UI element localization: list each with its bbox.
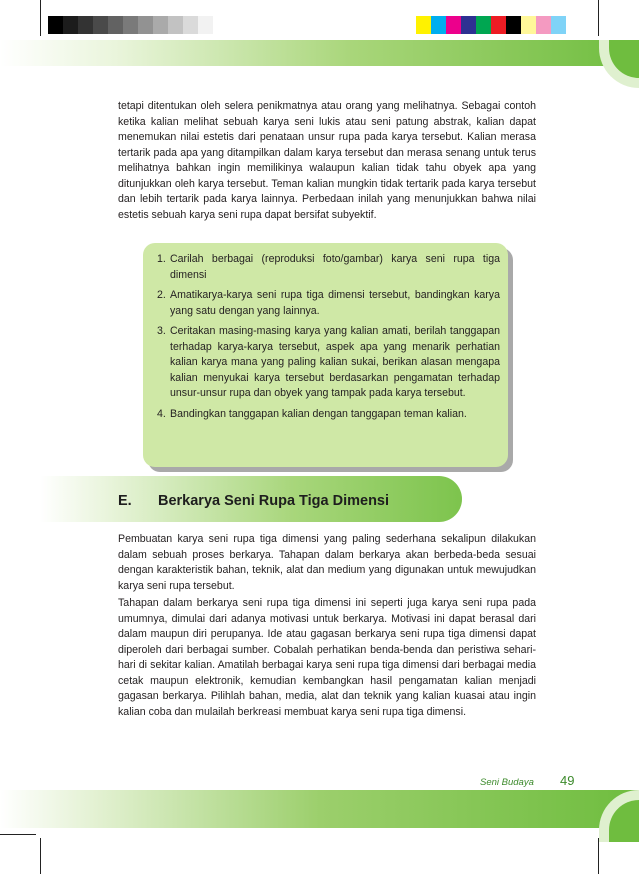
color-swatch	[153, 16, 168, 34]
color-calibration-bar	[416, 16, 566, 34]
color-swatch	[198, 16, 213, 34]
color-swatch	[108, 16, 123, 34]
task-list	[157, 252, 500, 427]
footer-band	[0, 790, 639, 828]
activity-box	[143, 243, 508, 467]
color-swatch	[123, 16, 138, 34]
section-title: Berkarya Seni Rupa Tiga Dimensi	[158, 493, 390, 509]
crop-mark	[0, 834, 36, 835]
crop-mark	[598, 838, 599, 874]
paragraph-intro: tetapi ditentukan oleh selera penikmatnya atau orang yang melihatnya. Sebagai contoh ketika kalian melihat sebuah karya seni lukis atau seni patung abstrak, kalian dapat menemukan nilai estetis dari penataan unsur rupa pada karya tersebut. Kalian merasa tertarik pada apa yang ditampilkan dalam karya tersebut dan merasa senang untuk terus melihatnya bahkan ingin memilikinya walaupun kalian tidak tahu obyek apa yang ditunjukkan oleh karya tersebut. Teman kalian mungkin tidak tertarik pada karya tersebut dan lebih tertarik pada karya lainnya. Perbedaan inilah yang menunjukkan bahwa nilai estetis sebuah karya seni rupa dapat bersifat subyektif.	[118, 100, 536, 221]
task-text: Carilah berbagai (reproduksi foto/gambar) karya seni rupa tiga dimensi	[170, 253, 500, 281]
corner-decoration	[599, 40, 639, 88]
task-text: Bandingkan tanggapan kalian dengan tanggapan teman kalian.	[170, 407, 467, 420]
color-swatch	[183, 16, 198, 34]
color-swatch	[48, 16, 63, 34]
task-number: 4.	[157, 407, 166, 420]
crop-mark	[598, 0, 599, 36]
header-band	[0, 40, 639, 66]
page-number: 49	[560, 773, 575, 788]
list-item	[157, 288, 500, 319]
task-number: 2.	[157, 289, 166, 301]
task-number: 3.	[157, 325, 166, 337]
color-swatch	[521, 16, 536, 34]
color-swatch	[461, 16, 476, 34]
paragraph-process: Pembuatan karya seni rupa tiga dimensi yang paling sederhana sekalipun dilakukan dalam sebuah proses berkarya. Tahapan dalam berkarya akan berbeda-beda sesuai dengan karakteristik bahan, teknik, alat dan medium yang digunakan untuk mewujudkan karya seni rupa tersebut.	[118, 533, 536, 592]
list-item	[157, 252, 500, 283]
color-swatch	[476, 16, 491, 34]
task-number: 1.	[157, 253, 166, 265]
crop-mark	[40, 838, 41, 874]
book-title: Seni Budaya	[480, 777, 534, 788]
color-swatch	[446, 16, 461, 34]
grayscale-calibration-bar	[48, 16, 213, 34]
task-text: Amatikarya-karya seni rupa tiga dimensi tersebut, bandingkan karya yang satu dengan yang lainnya.	[170, 289, 500, 317]
color-swatch	[506, 16, 521, 34]
paragraph-stages: Tahapan dalam berkarya seni rupa tiga dimensi ini seperti juga karya seni rupa pada umumnya, dimulai dari adanya motivasi untuk berkarya. Motivasi ini dapat berasal dari dalam maupun diri perupanya. Ide atau gagasan berkarya seni rupa tiga dimensi dapat diperoleh dari berbagai sumber. Cobalah perhatikan benda-benda dan peristiwa sehari-hari di sekitar kalian. Amatilah berbagai karya seni rupa tiga dimensi dari berbagai media cetak maupun elektronik, kemudian kembangkan hasil pengamatan kalian menjadi gagasan berkarya. Pilihlah bahan, media, alat dan teknik yang kalian kuasai atau ingin kalian coba dan mulailah berkreasi membuat karya seni rupa tiga dimensi.	[118, 597, 536, 718]
task-text: Ceritakan masing-masing karya yang kalian amati, berilah tanggapan terhadap karya-karya tersebut, aspek apa yang menarik perhatian kalian karya mana yang paling kalian sukai, berikan alasan mengapa kalian menyukai karya tersebut berdasarkan pengamatan terhadap unsur-unsur rupa dan obyek yang tampak pada karya tersebut.	[170, 325, 500, 399]
color-swatch	[491, 16, 506, 34]
color-swatch	[63, 16, 78, 34]
section-letter: E.	[118, 493, 132, 509]
crop-mark	[40, 0, 41, 36]
color-swatch	[431, 16, 446, 34]
color-swatch	[93, 16, 108, 34]
color-swatch	[536, 16, 551, 34]
color-swatch	[78, 16, 93, 34]
list-item	[157, 324, 500, 402]
color-swatch	[138, 16, 153, 34]
color-swatch	[416, 16, 431, 34]
list-item	[157, 407, 500, 423]
color-swatch	[551, 16, 566, 34]
color-swatch	[168, 16, 183, 34]
